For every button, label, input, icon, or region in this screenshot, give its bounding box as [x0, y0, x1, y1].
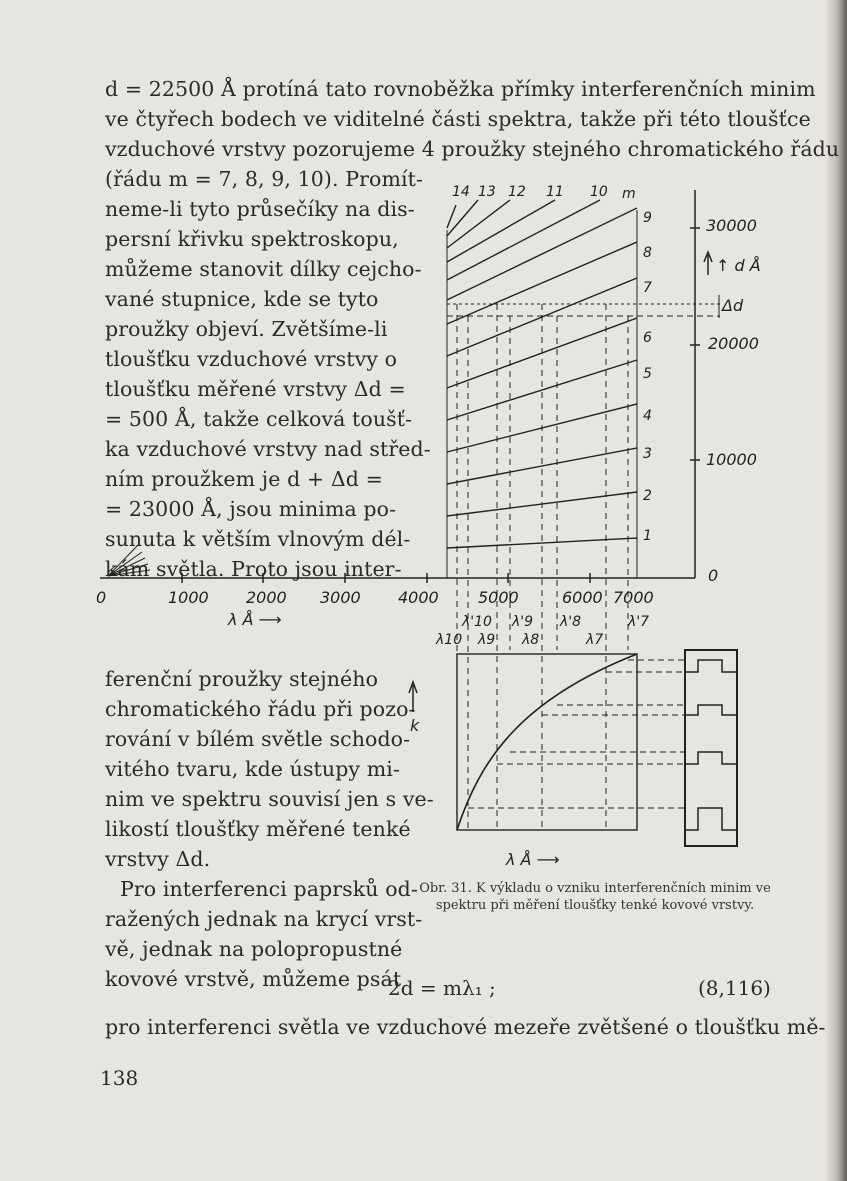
lambda-mark: λ7 — [586, 632, 604, 648]
text-line: chromatického řádu při pozo- — [105, 697, 416, 721]
fringe-step — [685, 705, 737, 715]
y-tick-label: 30000 — [706, 216, 757, 235]
text-line: ním proužkem je d + Δd = — [105, 467, 383, 491]
lambda-mark: λ10 — [436, 632, 463, 648]
page-number: 138 — [100, 1066, 139, 1090]
order-label: 10 — [590, 184, 608, 200]
dispersion-box — [457, 654, 637, 830]
text-line: vrstvy Δd. — [105, 847, 211, 871]
text-line: = 500 Å, takže celková toušť- — [105, 407, 413, 431]
text-line: (řádu m = 7, 8, 9, 10). Promít- — [105, 167, 424, 191]
order-line-11 — [447, 200, 555, 262]
order-label: 8 — [643, 245, 652, 261]
order-label: 7 — [643, 280, 652, 296]
equation-number: (8,116) — [698, 976, 771, 1000]
text-line: proužky objeví. Zvětšíme-li — [105, 317, 388, 341]
order-label: 1 — [643, 528, 652, 544]
lambda-mark: λ8 — [522, 632, 540, 648]
lambda-mark: λ'8 — [560, 614, 582, 630]
text-line: kám světla. Proto jsou inter- — [105, 557, 402, 581]
text-line: vzduchové vrstvy pozorujeme 4 proužky stejného chromatického řádu — [105, 137, 840, 161]
text-line: tloušťku měřené vrstvy Δd = — [105, 377, 406, 401]
text-line: likostí tloušťky měřené tenké — [105, 817, 411, 841]
lambda-mark: λ9 — [478, 632, 496, 648]
order-label: 11 — [546, 184, 564, 200]
fringe-step — [685, 660, 737, 672]
fringe-step — [685, 752, 737, 764]
y-tick-label: 0 — [708, 566, 719, 585]
order-label: 5 — [643, 366, 652, 382]
text-line: tloušťku vzduchové vrstvy o — [105, 347, 398, 371]
x-tick-label: 4000 — [398, 588, 439, 607]
order-label: 4 — [643, 408, 652, 424]
text-line: sunuta k větším vlnovým dél- — [105, 527, 411, 551]
text-line: persní křivku spektroskopu, — [105, 227, 399, 251]
fan-icon — [108, 545, 150, 576]
order-line-14 — [447, 205, 456, 228]
x-tick-label: 7000 — [613, 588, 654, 607]
text-line: ražených jednak na krycí vrst- — [105, 907, 423, 931]
y-axis-label: ↑ d Å — [716, 256, 761, 275]
x-tick-label: 1000 — [168, 588, 209, 607]
y-tick-label: 10000 — [706, 450, 757, 469]
text-line: d = 22500 Å protíná tato rovnoběžka přímky interferenčních minim — [105, 77, 816, 101]
order-label: 2 — [643, 488, 652, 504]
figure-caption: Obr. 31. K výkladu o vzniku interferenčních minim ve spektru při měření tloušťky tenké kovové vrstvy. — [419, 881, 771, 913]
text-line: pro interferenci světla ve vzduchové mezeře zvětšené o tloušťku mě- — [105, 1015, 826, 1039]
dispersion-curve — [457, 654, 637, 830]
m-header: m — [622, 186, 636, 202]
text-line: vané stupnice, kde se tyto — [105, 287, 379, 311]
delta-label: Δd — [722, 296, 744, 315]
x-tick-label: 2000 — [246, 588, 287, 607]
stair-box — [685, 650, 737, 846]
x-tick-label: 0 — [96, 588, 107, 607]
k-label: k — [410, 716, 420, 735]
text-line: kovové vrstvě, můžeme psát — [105, 967, 402, 991]
text-line: ve čtyřech bodech ve viditelné části spektra, takže při této tloušťce — [105, 107, 811, 131]
lower-x-label: λ Å ⟶ — [506, 850, 560, 869]
text-line: Pro interferenci paprsků od- — [120, 877, 418, 901]
text-line: vě, jednak na polopropustné — [105, 937, 403, 961]
fringe-step — [685, 808, 737, 830]
x-axis-label: λ Å ⟶ — [228, 610, 282, 629]
lambda-mark: λ'7 — [628, 614, 650, 630]
text-line: neme-li tyto průsečíky na dis- — [105, 197, 415, 221]
text-line: nim ve spektru souvisí jen s ve- — [105, 787, 434, 811]
text-line: ferenční proužky stejného — [105, 667, 379, 691]
lambda-mark: λ'9 — [512, 614, 534, 630]
x-tick-label: 3000 — [320, 588, 361, 607]
x-tick-label: 6000 — [562, 588, 603, 607]
drop-lines — [457, 304, 628, 830]
text-line: vitého tvaru, kde ústupy mi- — [105, 757, 400, 781]
order-label: 9 — [643, 210, 652, 226]
x-tick-label: 5000 — [478, 588, 519, 607]
order-label: 12 — [508, 184, 526, 200]
y-tick-label: 20000 — [708, 334, 759, 353]
order-label: 14 — [452, 184, 470, 200]
order-label: 6 — [643, 330, 652, 346]
order-line-3 — [447, 448, 637, 484]
lambda-mark: λ'10 — [462, 614, 492, 630]
text-line: můžeme stanovit dílky cejcho- — [105, 257, 422, 281]
text-line: rování v bílém světle schodo- — [105, 727, 411, 751]
equation: 2d = mλ₁ ; — [388, 976, 496, 1000]
text-line: = 23000 Å, jsou minima po- — [105, 497, 397, 521]
text-line: ka vzduchové vrstvy nad střed- — [105, 437, 431, 461]
order-label: 13 — [478, 184, 496, 200]
order-label: 3 — [643, 446, 652, 462]
